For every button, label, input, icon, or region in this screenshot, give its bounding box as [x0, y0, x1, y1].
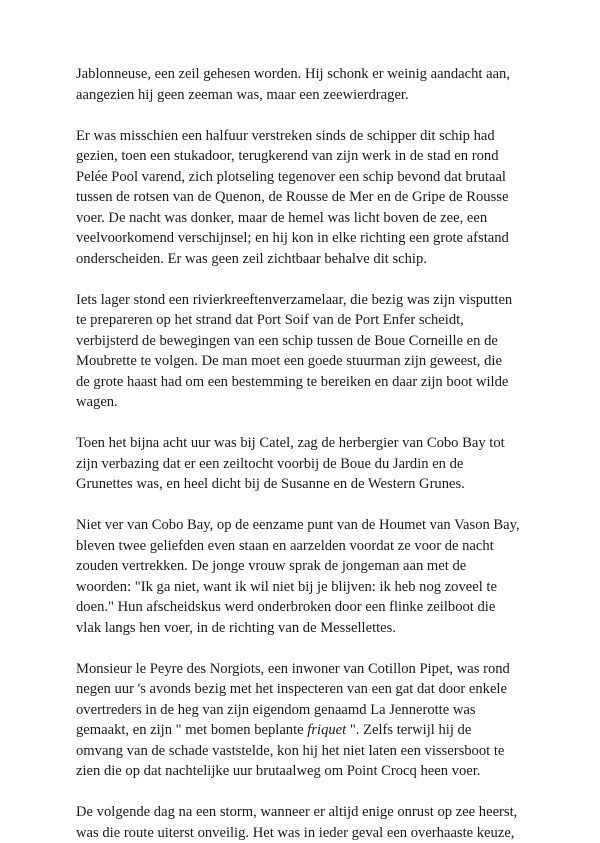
- text-line: Toen het bijna acht uur was bij Catel, zag de herbergier van Cobo Bay tot: [76, 433, 546, 454]
- paragraph-3: [76, 290, 546, 413]
- text-line: doen." Hun afscheidskus werd onderbroken door een flinke zeilboot die: [76, 597, 546, 618]
- text-line: tussen de rotsen van de Quenon, de Rousse de Mer en de Gripe de Rousse: [76, 187, 546, 208]
- text-line: onderscheiden. Er was geen zeil zichtbaar behalve dit schip.: [76, 249, 546, 270]
- paragraph-4: [76, 433, 546, 495]
- text-line: Pelée Pool varend, zich plotseling tegenover een schip bevond dat brutaal: [76, 167, 546, 188]
- text-line: zouden vertrekken. De jonge vrouw sprak de jongeman aan met de: [76, 556, 546, 577]
- text-line: bleven twee geliefden even staan en aarzelden voordat ze voor de nacht: [76, 536, 546, 557]
- text-line: de grote haast had om een bestemming te bereiken en daar zijn boot wilde: [76, 372, 546, 393]
- text-line: Niet ver van Cobo Bay, op de eenzame punt van de Houmet van Vason Bay,: [76, 515, 546, 536]
- text-line: Grunettes was, en heel dicht bij de Susanne en de Western Grunes.: [76, 474, 546, 495]
- text-line: Iets lager stond een rivierkreeftenverzamelaar, die bezig was zijn visputten: [76, 290, 546, 311]
- text-line: Er was misschien een halfuur verstreken sinds de schipper dit schip had: [76, 126, 546, 147]
- text-line: zijn verbazing dat er een zeiltocht voorbij de Boue du Jardin en de: [76, 454, 546, 475]
- text-line: Monsieur le Peyre des Norgiots, een inwoner van Cotillon Pipet, was rond: [76, 659, 546, 680]
- paragraph-5: [76, 515, 546, 638]
- text-line: zien die op dat nachtelijke uur brutaalweg om Point Crocq heen voer.: [76, 761, 546, 782]
- document-page: [76, 64, 546, 843]
- text-line: te prepareren op het strand dat Port Soif van de Port Enfer scheidt,: [76, 310, 546, 331]
- text-line: overtreders in de heg van zijn eigendom genaamd La Jennerotte was: [76, 700, 546, 721]
- paragraph-2: [76, 126, 546, 270]
- text-line: veelvoorkomend verschijnsel; en hij kon in elke richting een grote afstand: [76, 228, 546, 249]
- paragraph-7: [76, 802, 546, 843]
- paragraph-6: [76, 659, 546, 782]
- text-line: Jablonneuse, een zeil gehesen worden. Hij schonk er weinig aandacht aan,: [76, 64, 546, 85]
- text-line: aangezien hij geen zeeman was, maar een zeewierdrager.: [76, 85, 546, 106]
- emphasis-text: friquet: [307, 722, 346, 738]
- text-line: vlak langs hen voer, in de richting van de Messellettes.: [76, 618, 546, 639]
- text-line: Moubrette te volgen. De man moet een goede stuurman zijn geweest, die: [76, 351, 546, 372]
- text-line: gezien, toen een stukadoor, terugkerend van zijn werk in de stad en rond: [76, 146, 546, 167]
- text-line: woorden: "Ik ga niet, want ik wil niet bij je blijven: ik heb nog zoveel te: [76, 577, 546, 598]
- text-line: voer. De nacht was donker, maar de hemel was licht boven de zee, een: [76, 208, 546, 229]
- text-line: gemaakt, en zijn " met bomen beplante friquet ". Zelfs terwijl hij de: [76, 720, 546, 741]
- paragraph-1: [76, 64, 546, 105]
- text-line: verbijsterd de bewegingen van een schip tussen de Boue Corneille en de: [76, 331, 546, 352]
- text-line: negen uur 's avonds bezig met het inspecteren van een gat dat door enkele: [76, 679, 546, 700]
- text-line: omvang van de schade vaststelde, kon hij het niet laten een vissersboot te: [76, 741, 546, 762]
- text-line: De volgende dag na een storm, wanneer er altijd enige onrust op zee heerst,: [76, 802, 546, 823]
- text-line: was die route uiterst onveilig. Het was in ieder geval een overhaaste keuze,: [76, 823, 546, 843]
- text-line: wagen.: [76, 392, 546, 413]
